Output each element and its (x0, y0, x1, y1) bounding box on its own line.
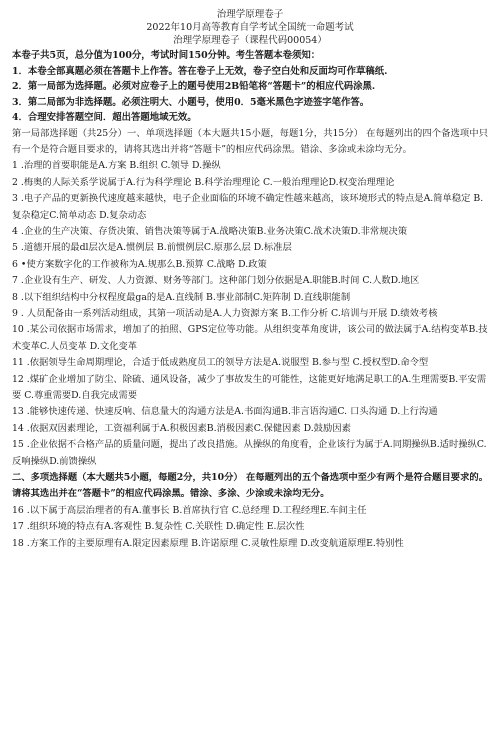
question-item: 8 .以下组织结构中分权程度最ga的是A.直线制 B.事业部制C.矩阵制 D.直线职能制 (12, 291, 351, 303)
course-line: 治理学原理卷子（课程代码00054） (173, 35, 327, 46)
question-item: 7 .企业设有生产、研发、人力资源、财务等部门。这种部门划分依据是A.职能B.时间 C.人数D.地区 (12, 275, 420, 287)
multi-choice-section (12, 503, 488, 552)
question-item: 9 . 人员配备由一系列活动组成，其第一项活动是A.人力资源方案 B.工作分析 C.培训与开展 D.绩效考核 (12, 307, 438, 319)
question-item: 6 •使方案数字化的工作被称为A.规那么B.预算 C.战略 D.政策 (12, 258, 267, 270)
exam-line: 2022年10月高等教育自学考试全国统一命题考试 (146, 22, 354, 33)
part-one-intro: 第一局部选择题（共25分）一、单项选择题（本大题共15小题，每题1分，共15分） 在每题列出的四个备选项中只有一个是符合题目要求的，请将其选出并将“答题卡”的相应代码涂黑。错涂、多涂或未涂均无分。 (12, 127, 488, 155)
question-item: 15 .企业依据不合格产品的质量问题，提出了改良措施。从操纵的角度看，企业该行为属于A.同期操纵B.适时操纵C.反响操纵D.前馈操纵 (12, 439, 487, 467)
question-item: 3 .电子产品的更新换代速度越来越快，电子企业面临的环境不确定性越来越高，该环境形式的特点是A.简单稳定 B.复杂稳定C.简单动态 D.复杂动态 (12, 193, 484, 221)
instruction-line: 本卷子共5页，总分值为100分，考试时间150分钟。考生答题本卷须知： (12, 50, 321, 61)
question-item: 13 .能够快速传递、快速反响、信息量大的沟通方法是A.书面沟通B.非言语沟通C. 口头沟通 D.上行沟通 (12, 406, 438, 418)
question-item: 16 .以下属于高层治理者的有A.董事长 B.首席执行官 C.总经理 D.工程经理E.车间主任 (12, 504, 367, 516)
instruction-line: 4．合理安排答题空间．超出答题地域无效。 (12, 112, 197, 123)
question-item: 5 .道德开展的最dl层次是A.惯例层 B.前惯例层C.原那么层 D.标准层 (12, 242, 292, 254)
instruction-line: 2．第一局部为选择题。必须对应卷子上的题号使用2B铅笔将“答题卡”的相应代码涂黑. (12, 81, 376, 92)
question-item: 10 .某公司依据市场需求，增加了的拍照、GPS定位等功能。从组织变革角度讲，该公司的做法属于A.结构变革B.技术变革C.人员变革 D.文化变革 (12, 324, 488, 352)
question-item: 18 .方案工作的主要原理有A.限定因素原理 B.许诺原理 C.灵敏性原理 D.改变航道原理E.特别性 (12, 537, 404, 549)
question-item: 11 .依据领导生命周期理论，合适于低成熟度员工的领导方法是A.说服型 B.参与型 C.授权型D.命令型 (12, 357, 429, 369)
single-choice-section (12, 158, 488, 470)
instruction-line: 1．本卷全部真题必须在答题卡上作答。答在卷子上无效，卷子空白处和反面均可作草稿纸. (12, 65, 388, 77)
question-item: 17 .组织环境的特点有A.客观性 B.复杂性 C.关联性 D.确定性 E.层次性 (12, 521, 305, 533)
instructions (12, 48, 488, 126)
question-item: 1 .治理的首要职能是A.方案 B.组织 C.领导 D.操纵 (12, 160, 221, 172)
part-two-intro: 二、多项选择题（本大题共5小题，每题2分，共10分） 在每题列出的五个备选项中至少有两个是符合题目要求的。请将其选出并在“答题卡”的相应代码涂黑。错涂、多涂、少涂或未涂均无分。 (12, 472, 488, 500)
question-item: 14 .依据双因素理论，工资福利属于A.积极因素B.消极因素C.保健因素 D.鼓励因素 (12, 422, 351, 434)
question-item: 4 .企业的生产决策、存货决策、销售决策等属于A.战略决策B.业务决策C.战术决策D.非常规决策 (12, 225, 408, 237)
question-item: 2 .梅奥的人际关系学说属于A.行为科学理论 B.科学治理理论 C.一般治理理论D.权变治理理论 (12, 176, 395, 188)
question-item: 12 .煤矿企业增加了防尘、除硫、通风设备，减少了事故发生的可能性，这能更好地满足职工的A.生理需要B.平安需要 C.尊重需要D.自我完成需要 (12, 373, 487, 401)
page-title: 治理学原理卷子 (216, 9, 284, 20)
instruction-line: 3．第二局部为非选择题。必须注明大、小题号，使用0．5毫米黑色字迹签字笔作答。 (12, 96, 370, 108)
